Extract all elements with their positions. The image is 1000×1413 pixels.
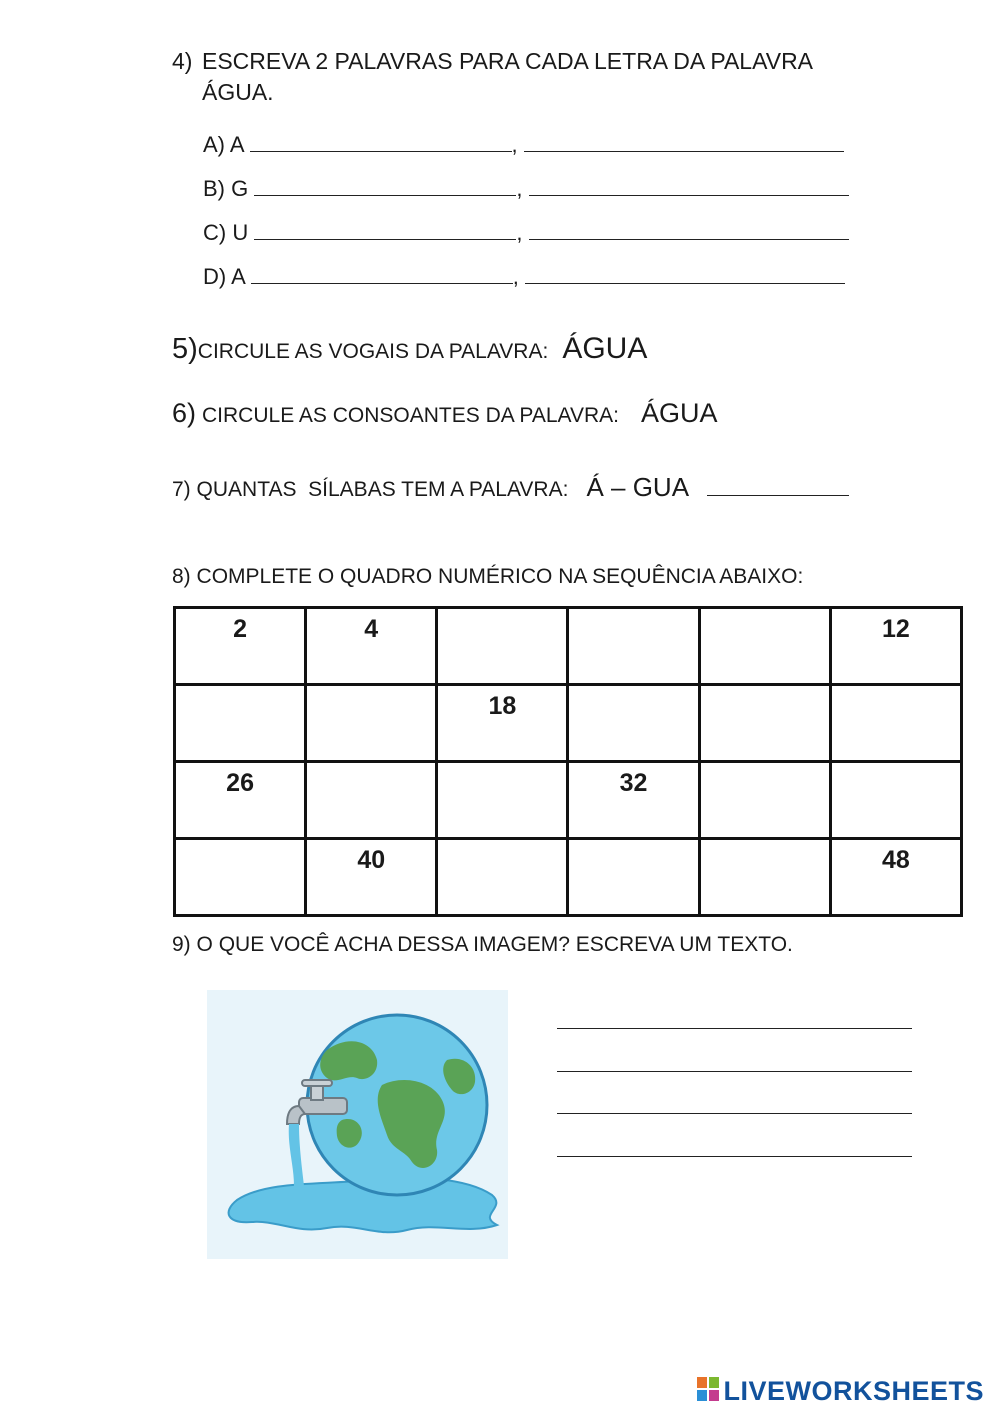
grid-cell: 4 [306, 608, 437, 685]
grid-cell: 2 [175, 608, 306, 685]
grid-cell-empty[interactable] [699, 608, 830, 685]
answer-blank-1[interactable] [254, 221, 516, 240]
item-letter: U [232, 220, 249, 245]
item-letter: A [231, 264, 245, 289]
answer-blank-1[interactable] [250, 133, 512, 152]
grid-row [175, 762, 962, 839]
grid-cell-empty[interactable] [830, 685, 961, 762]
writing-line[interactable] [557, 1071, 912, 1072]
writing-line[interactable] [557, 1156, 912, 1157]
grid-cell-empty[interactable] [437, 762, 568, 839]
grid-cell-empty[interactable] [568, 685, 699, 762]
question-9 [172, 933, 793, 957]
answer-blank-1[interactable] [254, 177, 516, 196]
grid-row [175, 608, 962, 685]
item-label: C) [203, 220, 227, 245]
grid-cell: 40 [306, 839, 437, 916]
answer-blank-2[interactable] [524, 133, 844, 152]
question-number: 9) [172, 933, 191, 956]
grid-cell-empty[interactable] [175, 839, 306, 916]
answer-row-b [203, 176, 849, 202]
question-4-title [172, 46, 813, 108]
question-number: 7) [172, 478, 191, 501]
answer-blank-2[interactable] [525, 265, 845, 284]
answer-blank-1[interactable] [251, 265, 513, 284]
writing-line[interactable] [557, 1028, 912, 1029]
liveworksheets-icon [697, 1377, 719, 1406]
question-text-line2: ÁGUA. [202, 79, 274, 105]
answer-row-a [203, 132, 844, 158]
item-letter: G [231, 176, 249, 201]
grid-cell-empty[interactable] [437, 608, 568, 685]
liveworksheets-logo [697, 1376, 984, 1407]
question-text: CIRCULE AS VOGAIS DA PALAVRA: [197, 340, 549, 363]
grid-cell-empty[interactable] [306, 762, 437, 839]
separator: , [512, 264, 519, 289]
answer-row-d [203, 264, 845, 290]
target-word[interactable]: ÁGUA [562, 332, 648, 365]
grid-cell-empty[interactable] [437, 839, 568, 916]
brand-name: LIVEWORKSHEETS [723, 1376, 984, 1406]
separator: , [516, 220, 523, 245]
grid-cell-empty[interactable] [175, 685, 306, 762]
grid-cell: 48 [830, 839, 961, 916]
writing-line[interactable] [557, 1113, 912, 1114]
grid-cell-empty[interactable] [699, 685, 830, 762]
grid-cell: 12 [830, 608, 961, 685]
target-word: Á – GUA [586, 472, 690, 502]
item-letter: A [229, 132, 244, 157]
question-8 [172, 565, 803, 589]
question-text: QUANTAS SÍLABAS TEM A PALAVRA: [196, 478, 569, 501]
question-text: COMPLETE O QUADRO NUMÉRICO NA SEQUÊNCIA ABAIXO: [196, 565, 804, 588]
grid-cell-empty[interactable] [568, 839, 699, 916]
grid-cell-empty[interactable] [699, 839, 830, 916]
number-grid [173, 606, 963, 917]
grid-cell-empty[interactable] [830, 762, 961, 839]
item-label: A) [203, 132, 225, 157]
question-text: CIRCULE AS CONSOANTES DA PALAVRA: [202, 404, 620, 427]
question-number: 5) [172, 333, 198, 365]
grid-row [175, 839, 962, 916]
separator: , [511, 132, 518, 157]
question-number: 8) [172, 565, 191, 588]
answer-blank[interactable] [707, 477, 849, 496]
separator: , [516, 176, 523, 201]
question-number: 4) [172, 48, 193, 74]
question-text-line1: ESCREVA 2 PALAVRAS PARA CADA LETRA DA PALAVRA [202, 48, 814, 74]
target-word[interactable]: ÁGUA [641, 398, 718, 428]
question-text: O QUE VOCÊ ACHA DESSA IMAGEM? ESCREVA UM TEXTO. [196, 933, 793, 956]
grid-cell-empty[interactable] [699, 762, 830, 839]
question-6 [172, 398, 718, 429]
grid-cell: 32 [568, 762, 699, 839]
grid-cell: 18 [437, 685, 568, 762]
grid-cell-empty[interactable] [568, 608, 699, 685]
answer-blank-2[interactable] [529, 177, 849, 196]
question-5 [172, 332, 647, 366]
question-7 [172, 472, 849, 503]
answer-row-c [203, 220, 849, 246]
grid-cell-empty[interactable] [306, 685, 437, 762]
earth-faucet-icon [207, 990, 508, 1259]
grid-row [175, 685, 962, 762]
question-number: 6) [172, 398, 197, 428]
item-label: B) [203, 176, 225, 201]
earth-faucet-illustration [207, 990, 508, 1259]
item-label: D) [203, 264, 227, 289]
grid-cell: 26 [175, 762, 306, 839]
answer-blank-2[interactable] [529, 221, 849, 240]
